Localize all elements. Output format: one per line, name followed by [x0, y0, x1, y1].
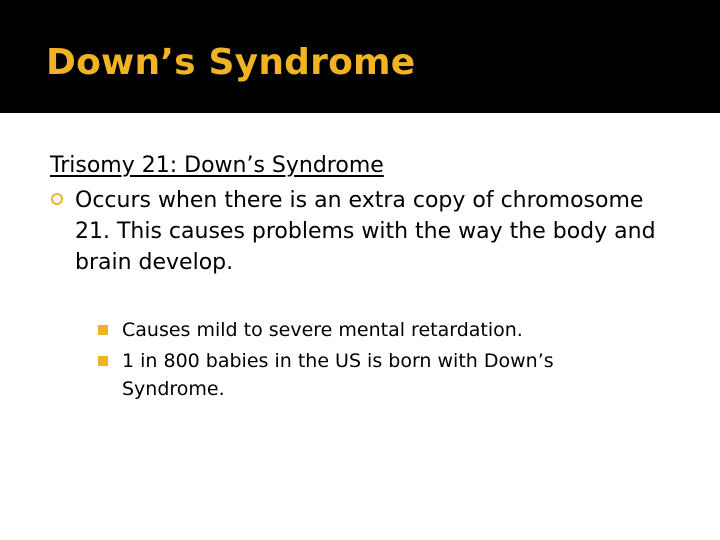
sub-bullet-item [98, 347, 652, 403]
circle-bullet-icon [51, 193, 63, 205]
square-bullet-icon [98, 356, 108, 366]
bullet-point [50, 185, 675, 278]
slide-title: Down’s Syndrome [46, 42, 416, 83]
square-bullet-icon [98, 325, 108, 335]
sub-bullet-list [50, 316, 690, 403]
sub-bullet-text: Causes mild to severe mental retardation. [122, 319, 523, 341]
section-heading: Trisomy 21: Down’s Syndrome [50, 153, 384, 178]
sub-bullet-item [98, 316, 652, 344]
sub-bullet-text: 1 in 800 babies in the US is born with Down’s Syndrome. [122, 350, 554, 400]
slide-content [50, 150, 690, 406]
bullet-point-text: Occurs when there is an extra copy of chromosome 21. This causes problems with the way the body and brain develop. [75, 188, 656, 275]
title-bar [0, 0, 720, 113]
